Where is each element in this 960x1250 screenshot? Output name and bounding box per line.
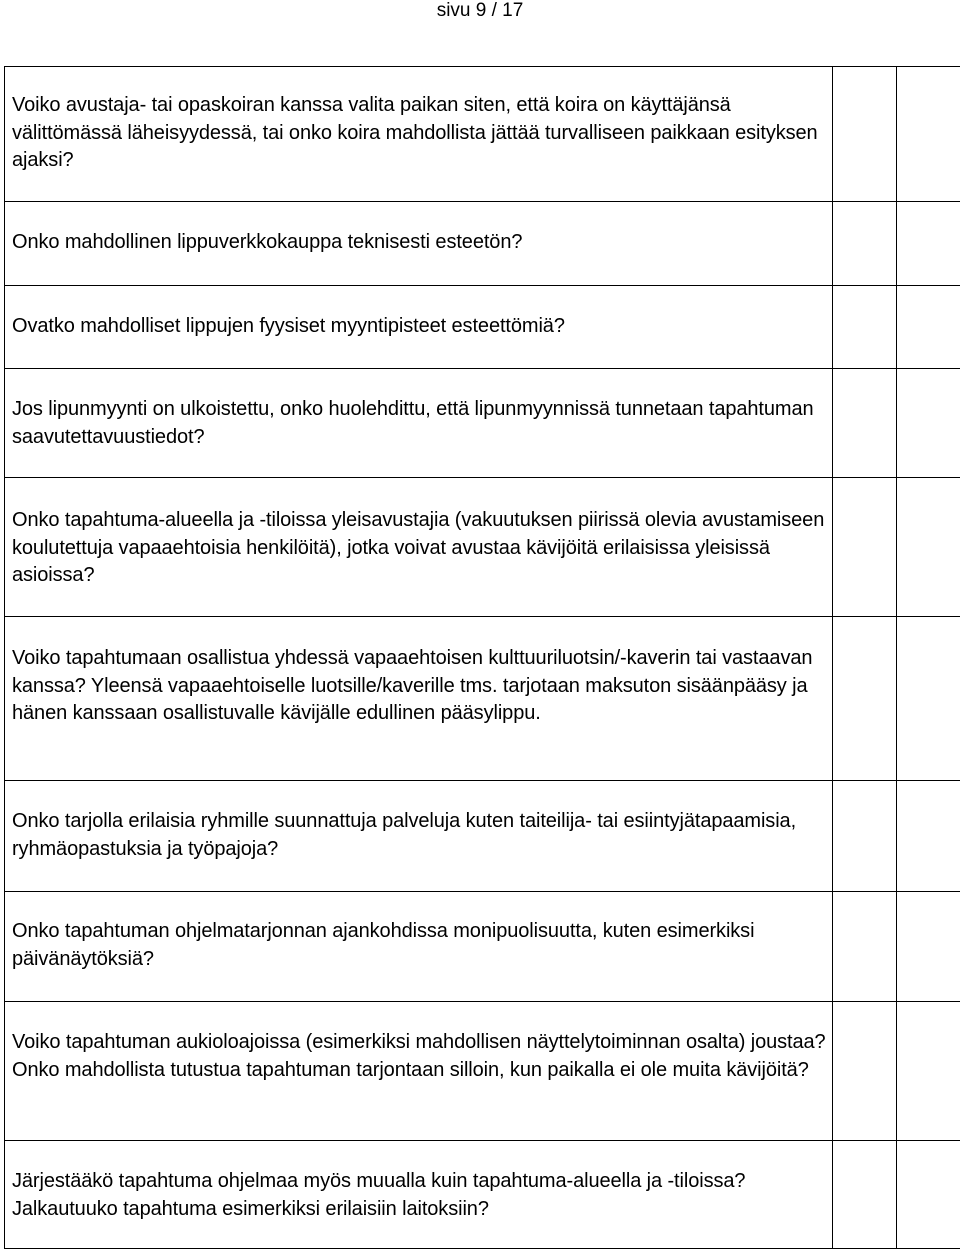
table-row <box>5 1141 960 1249</box>
checkbox-cell[interactable] <box>896 67 960 202</box>
page-number: sivu 9 / 17 <box>436 0 524 21</box>
table-row <box>5 369 960 478</box>
checkbox-cell[interactable] <box>832 67 896 202</box>
checkbox-cell[interactable] <box>896 202 960 286</box>
question-cell <box>5 286 833 369</box>
table-row <box>5 67 960 202</box>
question-text: Voiko tapahtumaan osallistua yhdessä vapaaehtoisen kulttuuriluotsin/-kaverin tai vastaavan kanssa? Yleensä vapaaehtoiselle luotsille/kaverille tms. tarjotaan maksuton sisäänpääsy ja hänen kanssaan osallistuvalle kävijälle edullinen pääsylippu. <box>12 647 813 724</box>
table-row <box>5 478 960 617</box>
question-text: Onko tapahtuma-alueella ja -tiloissa yleisavustajia (vakuutuksen piirissä olevia avustamiseen koulutettuja vapaaehtoisia henkilöitä), jotka voivat avustaa kävijöitä erilaisissa yleisissä asioissa? <box>12 509 825 586</box>
question-cell <box>5 369 833 478</box>
question-text: Onko mahdollinen lippuverkkokauppa teknisesti esteetön? <box>12 231 523 253</box>
question-text: Ovatko mahdolliset lippujen fyysiset myyntipisteet esteettömiä? <box>12 315 565 337</box>
checkbox-cell[interactable] <box>832 617 896 781</box>
checkbox-cell[interactable] <box>832 286 896 369</box>
question-cell <box>5 781 833 892</box>
checkbox-cell[interactable] <box>896 369 960 478</box>
checklist-table <box>4 66 960 1249</box>
question-cell <box>5 478 833 617</box>
table-row <box>5 286 960 369</box>
checkbox-cell[interactable] <box>896 892 960 1002</box>
checkbox-cell[interactable] <box>896 478 960 617</box>
checkbox-cell[interactable] <box>832 478 896 617</box>
checkbox-cell[interactable] <box>896 1141 960 1249</box>
question-cell <box>5 617 833 781</box>
question-text: Järjestääkö tapahtuma ohjelmaa myös muualla kuin tapahtuma-alueella ja -tiloissa? Jalkautuuko tapahtuma esimerkiksi erilaisiin laitoksiin? <box>12 1170 746 1220</box>
checkbox-cell[interactable] <box>832 202 896 286</box>
question-text: Voiko tapahtuman aukioloajoissa (esimerkiksi mahdollisen näyttelytoiminnan osalta) joustaa? Onko mahdollista tutustua tapahtuman tarjontaan silloin, kun paikalla ei ole muita kävijöitä? <box>12 1031 826 1081</box>
question-cell <box>5 67 833 202</box>
checkbox-cell[interactable] <box>896 781 960 892</box>
question-text: Onko tarjolla erilaisia ryhmille suunnattuja palveluja kuten taiteilija- tai esiintyjätapaamisia, ryhmäopastuksia ja työpajoja? <box>12 810 797 860</box>
question-text: Voiko avustaja- tai opaskoiran kanssa valita paikan siten, että koira on käyttäjänsä välittömässä läheisyydessä, tai onko koira mahdollista jättää turvalliseen paikkaan esityksen ajaksi? <box>12 94 818 171</box>
question-cell <box>5 202 833 286</box>
checkbox-cell[interactable] <box>896 617 960 781</box>
checkbox-cell[interactable] <box>832 1141 896 1249</box>
question-text: Onko tapahtuman ohjelmatarjonnan ajankohdissa monipuolisuutta, kuten esimerkiksi päivänäytöksiä? <box>12 920 755 970</box>
checkbox-cell[interactable] <box>832 781 896 892</box>
table-row <box>5 1002 960 1141</box>
table-row <box>5 617 960 781</box>
checkbox-cell[interactable] <box>832 1002 896 1141</box>
checkbox-cell[interactable] <box>896 286 960 369</box>
question-text: Jos lipunmyynti on ulkoistettu, onko huolehdittu, että lipunmyynnissä tunnetaan tapahtuman saavutettavuustiedot? <box>12 398 814 448</box>
table-row <box>5 781 960 892</box>
checkbox-cell[interactable] <box>896 1002 960 1141</box>
question-cell <box>5 1002 833 1141</box>
table-row <box>5 892 960 1002</box>
question-cell <box>5 892 833 1002</box>
checkbox-cell[interactable] <box>832 892 896 1002</box>
checkbox-cell[interactable] <box>832 369 896 478</box>
question-cell <box>5 1141 833 1249</box>
table-row <box>5 202 960 286</box>
